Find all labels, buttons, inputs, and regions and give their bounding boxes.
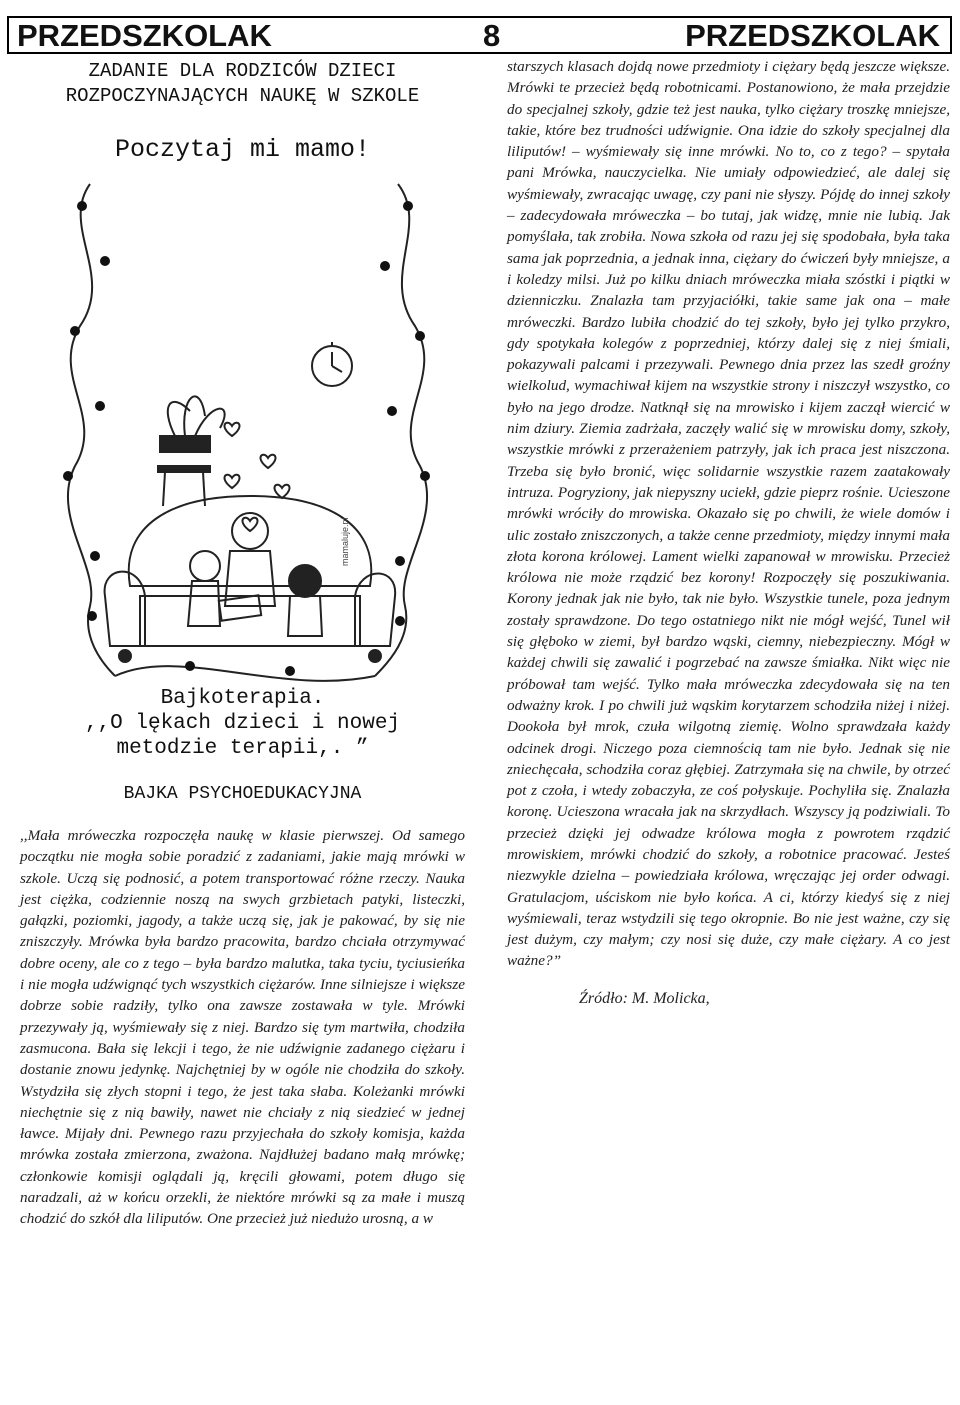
bajkoterapia-title-line-3: metodzie terapii,. ” xyxy=(116,737,369,760)
bajkoterapia-title-line-2: ,,O lękach dzieci i nowej xyxy=(84,712,401,735)
vine-flowers xyxy=(63,201,430,676)
story-text-left: ,,Mała mróweczka rozpoczęła naukę w klasie pierwszej. Od samego początku nie mogła sobie poradzić z zadaniami, jakie mają mrówki w szkole. Uczą się podnosić, a potem transportować różne rzeczy. Nauka jest ciężka, codziennie noszą na swych grzbietach patyki, listeczki, gałązki, poziomki, jagody, a także uczą się, jak je pakować, by się nie zniszczyły. Mrówka była bardzo pracowita, bardzo chciała otrzymywać dobre oceny, ale co z tego – była bardzo malutka, taka tyciu, tyciusieńka i nie mogła udźwignąć tych wszystkich ciężarów. Inne silniejsze i większe dobrze sobie radziły, tylko ona zawsze zostawała w tyle. Mrówki przezywały ją, wyśmiewały się z niej. Bardzo się tym martwiła, chodziła zasmucona. Bała się lekcji i tego, że nie udźwignie zadanego ciężaru i dostanie znowu jedynkę. Najchętniej by w ogóle nie chodziła do szkoły. Wstydziła się złych stopni i tego, że jest taka słaba. Koleżanki mrówki niechętnie się z nią bawiły, nawet nie chciały z nią siedzieć w jednej ławce. Mijały dni. Pewnego razu przyjechała do szkoły komisja, każda mrówka została zmierzona, zważona. Najdłużej badano małą mrówkę; członkowie komisji oglądali ją, kręcili głowami, potem długo się naradzali, aż w końcu orzekli, że niektóre mrówki są za małe i muszą chodzić do szkół dla liliputów. One przecież już niedużo urosną, a w xyxy=(20,827,465,1228)
left-column xyxy=(20,58,465,1230)
illustration xyxy=(20,166,465,686)
page-number: 8 xyxy=(483,18,501,53)
illustration-watermark: mamaluje.nl xyxy=(340,517,350,566)
right-vine xyxy=(375,184,427,676)
source-citation: Źródło: M. Molicka, xyxy=(579,989,710,1007)
potted-plant-icon xyxy=(158,396,225,506)
header-right-title: PRZEDSZKOLAK xyxy=(685,18,940,53)
children-reading-figures xyxy=(188,513,322,636)
clock-icon xyxy=(312,342,352,386)
header-left-title: PRZEDSZKOLAK xyxy=(17,18,272,53)
bajkoterapia-title-line-1: Bajkoterapia. xyxy=(160,687,325,710)
task-heading-line-1: ZADANIE DLA RODZICÓW DZIECI xyxy=(88,60,397,82)
poczytaj-heading: Poczytaj mi mamo! xyxy=(114,135,371,164)
right-column xyxy=(507,56,950,1008)
bajka-subtitle: BAJKA PSYCHOEDUKACYJNA xyxy=(123,784,362,804)
task-heading-line-2: ROZPOCZYNAJĄCYCH NAUKĘ W SZKOLE xyxy=(65,85,420,107)
page-header xyxy=(7,16,952,54)
reading-children-illustration xyxy=(20,166,465,686)
story-text-right: starszych klasach dojdą nowe przedmioty i ciężary będą jeszcze większe. Mrówki te przecież będą robotnicami. Postanowiono, że mała przejdzie do specjalnej szkoły, gdzie też jest nauka, tylko ciężary troszkę mniejsze, takie, które bez trudności udźwignie. Ona idzie do szkoły specjalnej dla liliputów! – wyśmiewały się inne mrówki. No to, co z tego? – spytała pani Mrówka, nauczycielka. Nie umiały odpowiedzieć, ale dalej się wyśmiewały, zwracając uwagę, czy pani nie słyszy. Pójdę do innej szkoły – zadecydowała mróweczka – bo tutaj, jak widzę, mnie nie lubią. Jak pomyślała, tak zrobiła. Nowa szkoła od razu jej się spodobała, była taka sama jak poprzednia, a jednak inna, ciężary do ćwiczeń były mniejsze, a i koledzy milsi. Już po kilku dniach mróweczka miała szóstki i piątki w dzienniczku. Znalazła tam przyjaciółki, takie same jak ona – małe mróweczki. Bardzo lubiła chodzić do tej szkoły, było jej tylko przykro, gdy spotykała kolegów z poprzedniej, którzy dalej się z niej śmiali, pokazywali palcami i przezywali. Pewnego dnia przez las szedł groźny wielkolud, wymachiwał kijem na wszystkie strony i niszczył wszystko, co było na jego drodze. Natknął się na mrowisko i kijem zaczął wiercić w nim dziury. Ziemia zadrżała, zaczęły walić się w mrowisku domy, szkoły, wszystkie mrówki z przerażeniem patrzyły, jak ich praca jest niszczona. Trzeba się było bronić, więc solidarnie wszystkie razem zaatakowały intruza. Pogryziony, jak niepyszny uciekł, gdzie pieprz rośnie. Ucieszone mrówki wróciły do mrowiska. Okazało się po chwili, że wiele domów i ulic zostało zniszczonych, a także cenne przedmioty, między innymi mała złota korona królowej. Lament wielki zapanował w mrowisku. Przecież królowa nie może rządzić bez korony! Rozpoczęły się poszukiwania. Korony jednak jak nie było, tak nie było. Wszystkie tunele, poza jednym zostały sprawdzone. Do tego ostatniego nikt nie mógł wejść, Tunel wił się głęboko w ziemi, był bardzo wąski, ciemny, niebezpieczny. Mógł w każdej chwili się zawalić i pogrzebać na zawsze śmiałka. Nikt więc nie próbował tam wejść. Tylko mała mróweczka zdecydowała się na ten odważny krok. I po chwili już wąskim korytarzem schodziła niżej i niżej. Dookoła był mrok, czuła wilgotną ziemię. Wolno sprawdzała każdy odcinek drogi. Niczego poza ciemnością tam nie było. Jednak się nie zniechęcała, schodziła coraz głębiej. Zatrzymała się na chwile, by otrzeć pot z czoła, i wtedy zobaczyła, ze coś połyskuje. Pochyliła się. Znalazła koronę. Ucieszona wracała jak na skrzydłach. Wszyscy ją podziwiali. To przecież dzięki jej odwadze królowa mogła z powrotem rządzić mrowiskiem, mrówki chodzić do szkoły, a robotnice pracować. Jesteś niezwykle dzielna – powiedziała królowa, wręczając jej order odwagi. Gratulacjom, uściskom nie było końca. A ci, którzy kiedyś się z niej wyśmiewali, teraz wstydzili się tego okropnie. Bo nie jest ważne, czy się jest dużym, czy małym; czy nosi się duże, czy małe ciężary. A co jest ważne?” xyxy=(507,58,950,970)
bottom-vine xyxy=(115,666,375,681)
